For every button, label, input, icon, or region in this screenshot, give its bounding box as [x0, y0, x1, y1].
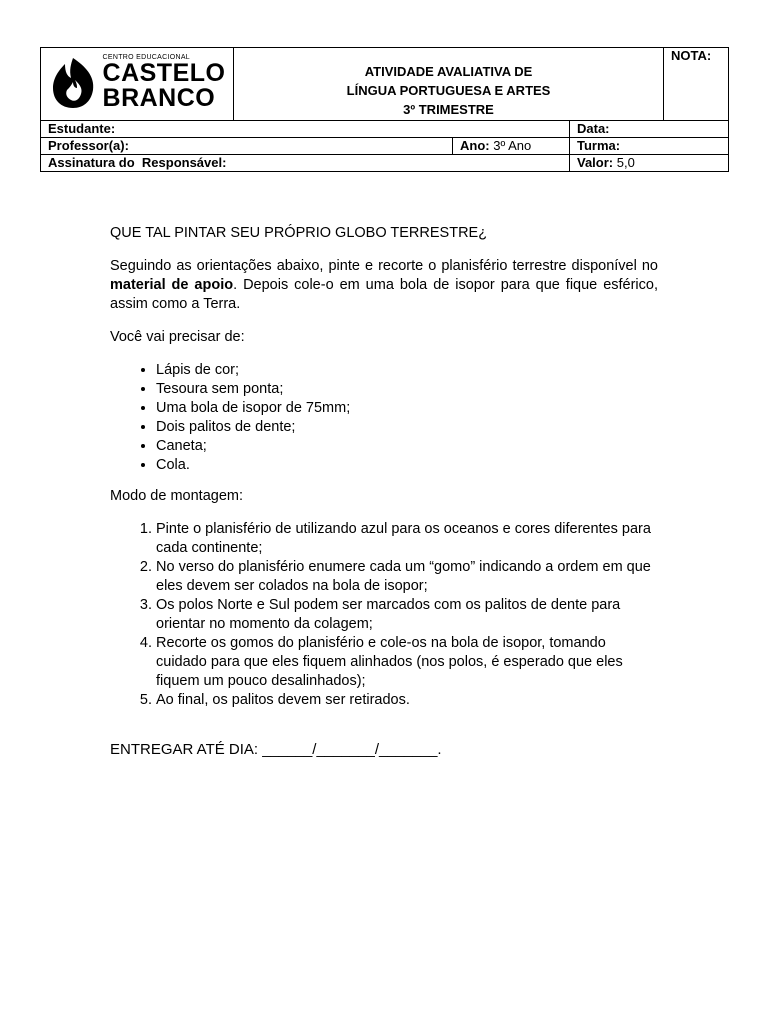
assembly-step: 4. Recorte os gomos do planisfério e cole-os na bola de isopor, tomando cuidado para que eles fiquem alinhados (nos polos, é esperado que eles fiquem um pouco desalinhados); — [156, 634, 658, 691]
material-item: • Caneta; — [156, 437, 658, 456]
activity-content — [110, 224, 658, 759]
title-line1: ATIVIDADE AVALIATIVA DE — [364, 63, 533, 79]
material-item: • Tesoura sem ponta; — [156, 380, 658, 399]
title-line3: 3º TRIMESTRE — [403, 101, 494, 117]
flame-logo-icon — [49, 56, 97, 110]
activity-intro — [110, 257, 658, 314]
castelo-branco-logo — [49, 54, 226, 111]
assembly-step: 1. Pinte o planisfério de utilizando azul para os oceanos e cores diferentes para cada continente; — [156, 520, 658, 558]
valor-field — [570, 155, 729, 172]
logo-cell — [41, 48, 234, 121]
assinatura-field — [41, 155, 570, 172]
valor-value: 5,0 — [616, 155, 635, 170]
title-cell — [234, 48, 664, 121]
assembly-title: Modo de montagem: — [110, 488, 243, 504]
deadline-text: ENTREGAR ATÉ DIA: ______/_______/_______. — [110, 741, 442, 758]
intro-bold-text: material de apoio — [110, 277, 234, 293]
assembly-step: 3. Os polos Norte e Sul podem ser marcados com os palitos de dente para orientar no momento da colagem; — [156, 596, 658, 634]
assembly-step: 5. Ao final, os palitos devem ser retirados. — [156, 691, 658, 710]
assembly-step: 2. No verso do planisfério enumere cada um “gomo” indicando a ordem em que eles devem ser colados na bola de isopor; — [156, 558, 658, 596]
assembly-steps-list — [110, 520, 658, 710]
professor-field — [41, 138, 453, 155]
material-item: • Dois palitos de dente; — [156, 418, 658, 437]
materials-title: Você vai precisar de: — [110, 329, 245, 345]
activity-heading: QUE TAL PINTAR SEU PRÓPRIO GLOBO TERRESTRE¿ — [110, 225, 488, 241]
header-table — [40, 47, 729, 172]
material-item: • Cola. — [156, 456, 658, 475]
ano-label: Ano: — [460, 138, 490, 153]
title-line2: LÍNGUA PORTUGUESA E ARTES — [346, 82, 551, 98]
nota-label: NOTA: — [671, 48, 712, 63]
logo-line2: BRANCO — [102, 84, 216, 113]
materials-list — [110, 361, 658, 475]
assinatura-label: Assinatura do Responsável: — [48, 155, 227, 170]
data-label: Data: — [577, 121, 610, 136]
estudante-field — [41, 121, 570, 138]
intro-text-1: Seguindo as orientações abaixo, pinte e recorte o planisfério terrestre disponível no — [110, 258, 658, 274]
logo-small-text: CENTRO EDUCACIONAL — [102, 54, 190, 62]
estudante-label: Estudante: — [48, 121, 116, 136]
ano-field — [453, 138, 570, 155]
turma-label: Turma: — [577, 138, 621, 153]
valor-label: Valor: — [577, 155, 614, 170]
logo-line1: CASTELO — [102, 59, 226, 88]
material-item: • Uma bola de isopor de 75mm; — [156, 399, 658, 418]
nota-cell — [664, 48, 729, 121]
turma-field — [570, 138, 729, 155]
intro-text-2: . Depois cole-o em uma bola de isopor para que fique esférico, assim como a Terra. — [110, 277, 658, 312]
ano-value: 3º Ano — [493, 138, 532, 153]
material-item: • Lápis de cor; — [156, 361, 658, 380]
data-field — [570, 121, 729, 138]
professor-label: Professor(a): — [48, 138, 129, 153]
